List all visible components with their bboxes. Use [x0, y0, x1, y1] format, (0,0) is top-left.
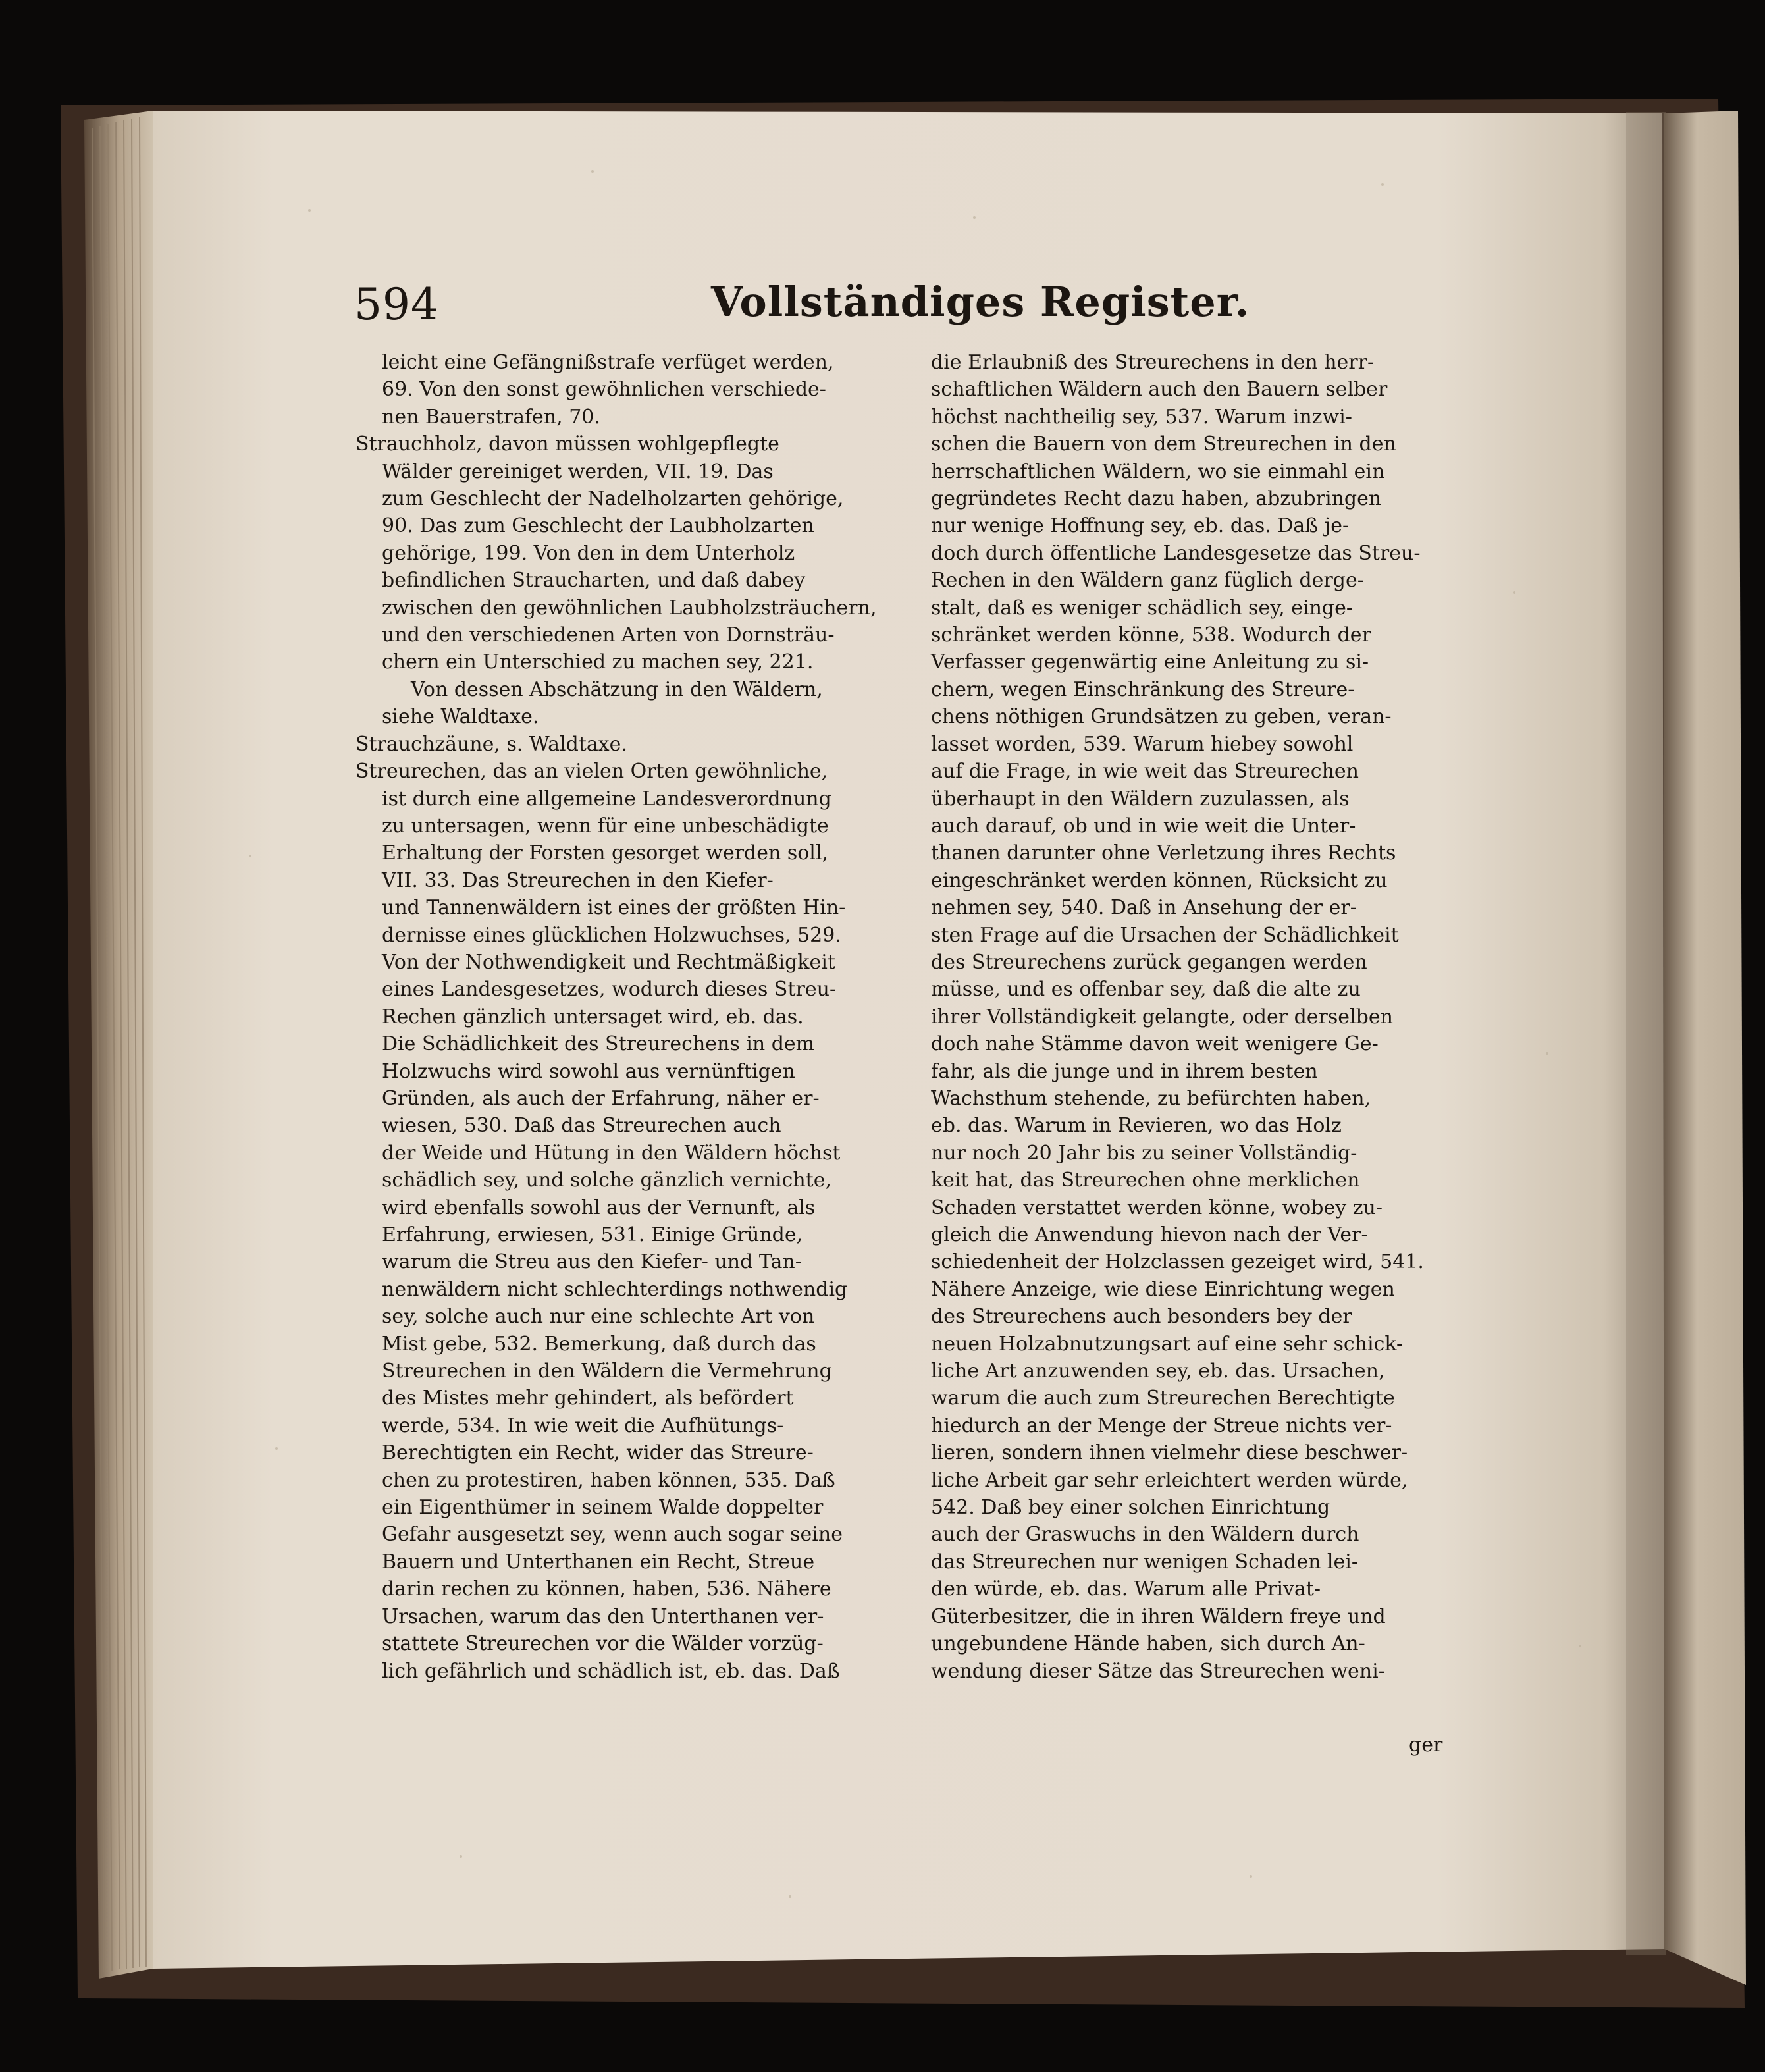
- right-column-line: gegründetes Recht dazu haben, abzubringen: [931, 487, 1382, 511]
- left-column-line: Strauchzäune, s. Waldtaxe.: [356, 732, 627, 756]
- right-column-line: wendung dieser Sätze das Streurechen weni-: [931, 1659, 1385, 1683]
- left-column-line: Von der Nothwendigkeit und Rechtmäßigkeit: [382, 950, 835, 974]
- right-column-line: nehmen sey, 540. Daß in Ansehung der er-: [931, 896, 1357, 920]
- right-column-line: gleich die Anwendung hievon nach der Ver-: [931, 1223, 1368, 1246]
- right-column: [931, 349, 1438, 1685]
- right-column-line: doch durch öffentliche Landesgesetze das Streu-: [931, 541, 1421, 565]
- left-column-line: Streurechen in den Wäldern die Vermehrung: [382, 1360, 832, 1383]
- right-column-line: doch nahe Stämme davon weit wenigere Ge-: [931, 1032, 1379, 1056]
- left-column-line: ein Eigenthümer in seinem Walde doppelter: [382, 1496, 824, 1520]
- right-column-line: thanen darunter ohne Verletzung ihres Rechts: [931, 841, 1396, 865]
- right-column-line: Güterbesitzer, die in ihren Wäldern freye und: [931, 1605, 1386, 1628]
- left-column-line: Erfahrung, erwiesen, 531. Einige Gründe,: [382, 1223, 803, 1246]
- left-column-line: und den verschiedenen Arten von Dornsträu-: [382, 624, 835, 647]
- page-title: Vollständiges Register.: [711, 278, 1250, 326]
- left-column-line: Strauchholz, davon müssen wohlgepflegte: [356, 433, 779, 456]
- left-column-line: werde, 534. In wie weit die Aufhütungs-: [382, 1414, 784, 1437]
- right-column-line: eb. das. Warum in Revieren, wo das Holz: [931, 1114, 1342, 1138]
- left-column-line: Ursachen, warum das den Unterthanen ver-: [382, 1605, 824, 1628]
- left-column-line: zum Geschlecht der Nadelholzarten gehörige,: [382, 487, 844, 511]
- left-column-line: Gefahr ausgesetzt sey, wenn auch sogar seine: [382, 1523, 843, 1547]
- right-column-line: Schaden verstattet werden könne, wobey zu-: [931, 1196, 1383, 1219]
- left-column-line: gehörige, 199. Von den in dem Unterholz: [382, 541, 795, 565]
- left-column-line: Erhaltung der Forsten gesorget werden soll,: [382, 841, 829, 865]
- right-column-line: 542. Daß bey einer solchen Einrichtung: [931, 1496, 1330, 1520]
- left-column-line: des Mistes mehr gehindert, als befördert: [382, 1387, 794, 1410]
- right-column-line: Verfasser gegenwärtig eine Anleitung zu si-: [931, 651, 1369, 674]
- left-column-line: Rechen gänzlich untersaget wird, eb. das.: [382, 1005, 804, 1028]
- right-column-line: auch der Graswuchs in den Wäldern durch: [931, 1523, 1359, 1547]
- left-column-line: dernisse eines glücklichen Holzwuchses, 529.: [382, 923, 841, 947]
- catchword: ger: [1409, 1734, 1443, 1757]
- right-column-line: auch darauf, ob und in wie weit die Unter-: [931, 814, 1356, 837]
- right-column-line: Wachsthum stehende, zu befürchten haben,: [931, 1086, 1371, 1110]
- left-column-line: Von dessen Abschätzung in den Wäldern,: [411, 677, 823, 701]
- left-column-line: stattete Streurechen vor die Wälder vorzüg-: [382, 1632, 824, 1656]
- right-column-line: nur wenige Hoffnung sey, eb. das. Daß je-: [931, 514, 1350, 538]
- left-column-line: siehe Waldtaxe.: [382, 705, 539, 729]
- left-column-line: eines Landesgesetzes, wodurch dieses Streu-: [382, 978, 837, 1001]
- right-column-line: hiedurch an der Menge der Streue nichts ver-: [931, 1414, 1392, 1437]
- left-column-line: Holzwuchs wird sowohl aus vernünftigen: [382, 1059, 795, 1083]
- left-column-line: 69. Von den sonst gewöhnlichen verschiede-: [382, 378, 826, 402]
- left-column-line: lich gefährlich und schädlich ist, eb. das. Daß: [382, 1659, 840, 1683]
- right-column-line: liche Arbeit gar sehr erleichtert werden würde,: [931, 1468, 1408, 1492]
- left-column-line: ist durch eine allgemeine Landesverordnung: [382, 787, 831, 810]
- right-column-line: müsse, und es offenbar sey, daß die alte zu: [931, 978, 1361, 1001]
- right-column-line: chern, wegen Einschränkung des Streure-: [931, 677, 1355, 701]
- left-column-line: leicht eine Gefängnißstrafe verfüget werden,: [382, 351, 834, 374]
- right-column-line: schränket werden könne, 538. Wodurch der: [931, 624, 1371, 647]
- right-column-line: eingeschränket werden können, Rücksicht zu: [931, 868, 1388, 892]
- page-number: 594: [354, 279, 439, 330]
- right-column-line: ungebundene Hände haben, sich durch An-: [931, 1632, 1365, 1656]
- right-column-line: liche Art anzuwenden sey, eb. das. Ursachen,: [931, 1360, 1385, 1383]
- right-column-line: fahr, als die junge und in ihrem besten: [931, 1059, 1318, 1083]
- left-column: [356, 349, 887, 1685]
- left-column-line: der Weide und Hütung in den Wäldern höchst: [382, 1141, 841, 1165]
- left-column-line: Mist gebe, 532. Bemerkung, daß durch das: [382, 1332, 816, 1356]
- left-column-line: darin rechen zu können, haben, 536. Nähere: [382, 1578, 831, 1601]
- right-column-line: die Erlaubniß des Streurechens in den herr-: [931, 351, 1375, 374]
- left-column-line: nen Bauerstrafen, 70.: [382, 405, 600, 429]
- right-column-line: des Streurechens auch besonders bey der: [931, 1305, 1352, 1329]
- left-column-line: nenwäldern nicht schlechterdings nothwendig: [382, 1277, 848, 1301]
- right-column-line: warum die auch zum Streurechen Berechtigte: [931, 1387, 1395, 1410]
- left-column-line: Streurechen, das an vielen Orten gewöhnliche,: [356, 760, 828, 784]
- left-column-line: wird ebenfalls sowohl aus der Vernunft, als: [382, 1196, 816, 1219]
- left-column-line: wiesen, 530. Daß das Streurechen auch: [382, 1114, 781, 1138]
- right-column-line: sten Frage auf die Ursachen der Schädlichkeit: [931, 923, 1399, 947]
- left-column-line: Gründen, als auch der Erfahrung, näher er-: [382, 1086, 820, 1110]
- right-column-line: Rechen in den Wäldern ganz füglich derge-: [931, 569, 1364, 593]
- right-column-line: schen die Bauern von dem Streurechen in den: [931, 433, 1396, 456]
- right-column-line: lieren, sondern ihnen vielmehr diese beschwer-: [931, 1441, 1408, 1465]
- right-column-line: ihrer Vollständigkeit gelangte, oder derselben: [931, 1005, 1393, 1028]
- left-column-line: schädlich sey, und solche gänzlich vernichte,: [382, 1169, 831, 1192]
- left-column-line: Die Schädlichkeit des Streurechens in dem: [382, 1032, 815, 1056]
- right-column-line: nur noch 20 Jahr bis zu seiner Vollständig-: [931, 1141, 1357, 1165]
- left-column-line: sey, solche auch nur eine schlechte Art von: [382, 1305, 815, 1329]
- right-column-line: das Streurechen nur wenigen Schaden lei-: [931, 1550, 1359, 1574]
- right-column-line: höchst nachtheilig sey, 537. Warum inzwi-: [931, 405, 1352, 429]
- right-column-line: den würde, eb. das. Warum alle Privat-: [931, 1578, 1321, 1601]
- left-column-line: zu untersagen, wenn für eine unbeschädigte: [382, 814, 829, 837]
- left-column-line: VII. 33. Das Streurechen in den Kiefer-: [382, 868, 774, 892]
- left-column-line: 90. Das zum Geschlecht der Laubholzarten: [382, 514, 814, 538]
- right-column-line: schaftlichen Wäldern auch den Bauern selber: [931, 378, 1388, 402]
- left-column-line: warum die Streu aus den Kiefer- und Tan-: [382, 1250, 802, 1274]
- left-column-line: befindlichen Straucharten, und daß dabey: [382, 569, 806, 593]
- left-column-line: Wälder gereiniget werden, VII. 19. Das: [382, 460, 774, 483]
- left-column-line: zwischen den gewöhnlichen Laubholzsträuchern,: [382, 596, 877, 620]
- right-column-line: Nähere Anzeige, wie diese Einrichtung wegen: [931, 1277, 1395, 1301]
- left-column-line: Berechtigten ein Recht, wider das Streure-: [382, 1441, 814, 1465]
- left-column-line: chern ein Unterschied zu machen sey, 221.: [382, 651, 814, 674]
- right-column-line: des Streurechens zurück gegangen werden: [931, 950, 1367, 974]
- right-column-line: auf die Frage, in wie weit das Streurechen: [931, 760, 1359, 784]
- left-column-line: und Tannenwäldern ist eines der größten Hin-: [382, 896, 846, 920]
- right-column-line: chens nöthigen Grundsätzen zu geben, veran-: [931, 705, 1392, 729]
- left-column-line: Bauern und Unterthanen ein Recht, Streue: [382, 1550, 815, 1574]
- right-column-line: schiedenheit der Holzclassen gezeiget wird, 541.: [931, 1250, 1424, 1274]
- right-column-line: lasset worden, 539. Warum hiebey sowohl: [931, 732, 1354, 756]
- right-column-line: stalt, daß es weniger schädlich sey, einge-: [931, 596, 1354, 620]
- right-column-line: keit hat, das Streurechen ohne merklichen: [931, 1169, 1360, 1192]
- right-column-line: neuen Holzabnutzungsart auf eine sehr schick-: [931, 1332, 1404, 1356]
- right-column-line: herrschaftlichen Wäldern, wo sie einmahl ein: [931, 460, 1385, 483]
- left-column-line: chen zu protestiren, haben können, 535. Daß: [382, 1468, 835, 1492]
- right-column-line: überhaupt in den Wäldern zuzulassen, als: [931, 787, 1350, 810]
